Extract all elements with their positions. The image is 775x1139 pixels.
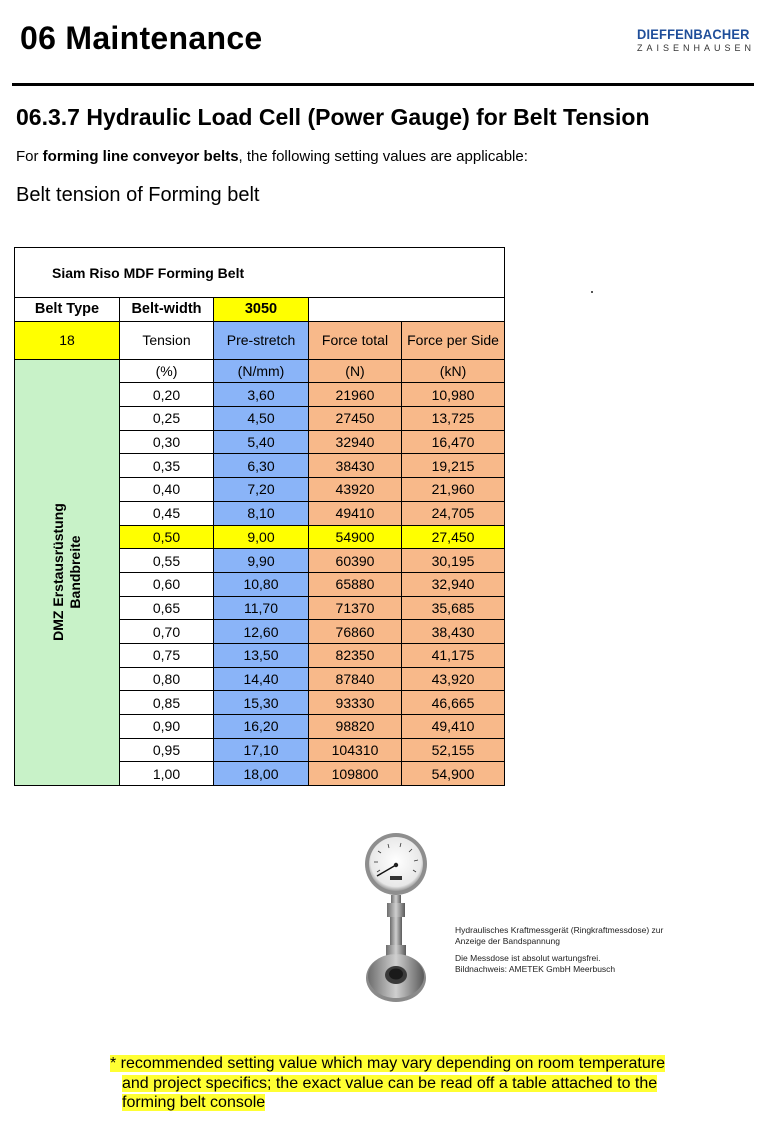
cell-force-total: 21960 bbox=[309, 383, 402, 407]
cell-prestretch: 14,40 bbox=[214, 667, 309, 691]
cell-force-total: 65880 bbox=[309, 572, 402, 596]
intro-suffix: , the following setting values are applicable: bbox=[238, 148, 528, 165]
cell-prestretch: 12,60 bbox=[214, 620, 309, 644]
cell-tension: 0,75 bbox=[120, 643, 214, 667]
cell-tension: 0,40 bbox=[120, 478, 214, 502]
cell-tension: 0,85 bbox=[120, 691, 214, 715]
cell-force-total: 54900 bbox=[309, 525, 402, 549]
cell-tension: 0,90 bbox=[120, 715, 214, 739]
cell-force-total: 32940 bbox=[309, 430, 402, 454]
stray-mark bbox=[591, 291, 593, 293]
cell-force-side: 24,705 bbox=[402, 501, 505, 525]
cell-prestretch: 16,20 bbox=[214, 715, 309, 739]
cell-prestretch: 6,30 bbox=[214, 454, 309, 478]
belt-tension-table bbox=[14, 247, 505, 786]
intro-text bbox=[16, 148, 528, 165]
cell-prestretch: 9,90 bbox=[214, 549, 309, 573]
cell-force-total: 104310 bbox=[309, 738, 402, 762]
unit-tension: (%) bbox=[120, 359, 214, 383]
cell-force-side: 46,665 bbox=[402, 691, 505, 715]
cell-force-total: 43920 bbox=[309, 478, 402, 502]
cell-force-total: 27450 bbox=[309, 407, 402, 431]
footnote bbox=[110, 1054, 665, 1113]
side-label-line1: DMZ Erstausrüstung bbox=[50, 503, 66, 642]
cell-prestretch: 13,50 bbox=[214, 643, 309, 667]
cell-force-side: 43,920 bbox=[402, 667, 505, 691]
header-empty-cell bbox=[309, 298, 505, 322]
load-cell-gauge-image bbox=[357, 832, 435, 1004]
cell-tension: 0,20 bbox=[120, 383, 214, 407]
cell-prestretch: 4,50 bbox=[214, 407, 309, 431]
cell-tension: 0,70 bbox=[120, 620, 214, 644]
cell-force-side: 41,175 bbox=[402, 643, 505, 667]
caption-line1: Hydraulisches Kraftmessgerät (Ringkraftmessdose) zur bbox=[455, 925, 664, 935]
cell-force-total: 82350 bbox=[309, 643, 402, 667]
cell-tension: 0,95 bbox=[120, 738, 214, 762]
cell-prestretch: 5,40 bbox=[214, 430, 309, 454]
belt-width-label: Belt-width bbox=[120, 298, 214, 322]
cell-tension: 0,25 bbox=[120, 407, 214, 431]
cell-force-side: 27,450 bbox=[402, 525, 505, 549]
cell-force-side: 30,195 bbox=[402, 549, 505, 573]
gauge-caption bbox=[455, 925, 663, 974]
col-header-prestretch: Pre-stretch bbox=[214, 321, 309, 359]
cell-force-side: 21,960 bbox=[402, 478, 505, 502]
cell-force-total: 93330 bbox=[309, 691, 402, 715]
cell-force-total: 38430 bbox=[309, 454, 402, 478]
cell-prestretch: 11,70 bbox=[214, 596, 309, 620]
cell-prestretch: 17,10 bbox=[214, 738, 309, 762]
footnote-line2: and project specifics; the exact value can be read off a table attached to the bbox=[122, 1074, 658, 1092]
cell-force-total: 49410 bbox=[309, 501, 402, 525]
cell-force-total: 60390 bbox=[309, 549, 402, 573]
cell-force-total: 98820 bbox=[309, 715, 402, 739]
intro-prefix: For bbox=[16, 148, 43, 165]
footnote-line3: forming belt console bbox=[122, 1094, 266, 1111]
cell-force-side: 38,430 bbox=[402, 620, 505, 644]
cell-prestretch: 7,20 bbox=[214, 478, 309, 502]
cell-force-total: 71370 bbox=[309, 596, 402, 620]
company-logo bbox=[637, 26, 756, 53]
cell-force-side: 35,685 bbox=[402, 596, 505, 620]
cell-force-total: 109800 bbox=[309, 762, 402, 786]
cell-prestretch: 15,30 bbox=[214, 691, 309, 715]
cell-force-side: 49,410 bbox=[402, 715, 505, 739]
cell-force-total: 87840 bbox=[309, 667, 402, 691]
side-label-line2: Bandbreite bbox=[67, 535, 83, 609]
table-title: Siam Riso MDF Forming Belt bbox=[15, 248, 505, 298]
side-label-cell bbox=[15, 359, 120, 785]
cell-tension: 0,60 bbox=[120, 572, 214, 596]
section-subtitle: Belt tension of Forming belt bbox=[16, 184, 260, 206]
unit-force-total: (N) bbox=[309, 359, 402, 383]
cell-tension: 0,55 bbox=[120, 549, 214, 573]
cell-tension: 0,80 bbox=[120, 667, 214, 691]
cell-force-side: 52,155 bbox=[402, 738, 505, 762]
cell-force-total: 76860 bbox=[309, 620, 402, 644]
cell-prestretch: 18,00 bbox=[214, 762, 309, 786]
cell-tension: 0,50 bbox=[120, 525, 214, 549]
cell-prestretch: 3,60 bbox=[214, 383, 309, 407]
side-label bbox=[50, 504, 84, 642]
cell-prestretch: 9,00 bbox=[214, 525, 309, 549]
col-header-force-total: Force total bbox=[309, 321, 402, 359]
cell-prestretch: 10,80 bbox=[214, 572, 309, 596]
caption-line4: Bildnachweis: AMETEK GmbH Meerbusch bbox=[455, 963, 616, 974]
header-divider bbox=[12, 83, 754, 86]
cell-tension: 0,65 bbox=[120, 596, 214, 620]
col-header-tension: Tension bbox=[120, 321, 214, 359]
logo-wordmark: DIEFFENBACHER bbox=[637, 26, 750, 42]
cell-prestretch: 8,10 bbox=[214, 501, 309, 525]
belt-type-label: Belt Type bbox=[15, 298, 120, 322]
logo-subline: ZAISENHAUSEN bbox=[637, 43, 756, 53]
cell-force-side: 16,470 bbox=[402, 430, 505, 454]
col-header-force-side: Force per Side bbox=[402, 321, 505, 359]
chapter-title: 06 Maintenance bbox=[20, 20, 263, 56]
unit-prestretch: (N/mm) bbox=[214, 359, 309, 383]
caption-line2: Anzeige der Bandspannung bbox=[455, 935, 560, 946]
belt-width-value: 3050 bbox=[214, 298, 309, 322]
intro-bold: forming line conveyor belts bbox=[42, 148, 239, 165]
cell-force-side: 19,215 bbox=[402, 454, 505, 478]
cell-force-side: 13,725 bbox=[402, 407, 505, 431]
belt-type-value: 18 bbox=[15, 321, 120, 359]
cell-tension: 0,45 bbox=[120, 501, 214, 525]
section-title: 06.3.7 Hydraulic Load Cell (Power Gauge) for Belt Tension bbox=[16, 104, 650, 130]
cell-tension: 0,35 bbox=[120, 454, 214, 478]
unit-force-side: (kN) bbox=[402, 359, 505, 383]
caption-line3: Die Messdose ist absolut wartungsfrei. bbox=[455, 953, 601, 963]
cell-force-side: 54,900 bbox=[402, 762, 505, 786]
cell-tension: 0,30 bbox=[120, 430, 214, 454]
cell-force-side: 10,980 bbox=[402, 383, 505, 407]
cell-force-side: 32,940 bbox=[402, 572, 505, 596]
cell-tension: 1,00 bbox=[120, 762, 214, 786]
footnote-line1: * recommended setting value which may vary depending on room temperature bbox=[110, 1055, 665, 1072]
